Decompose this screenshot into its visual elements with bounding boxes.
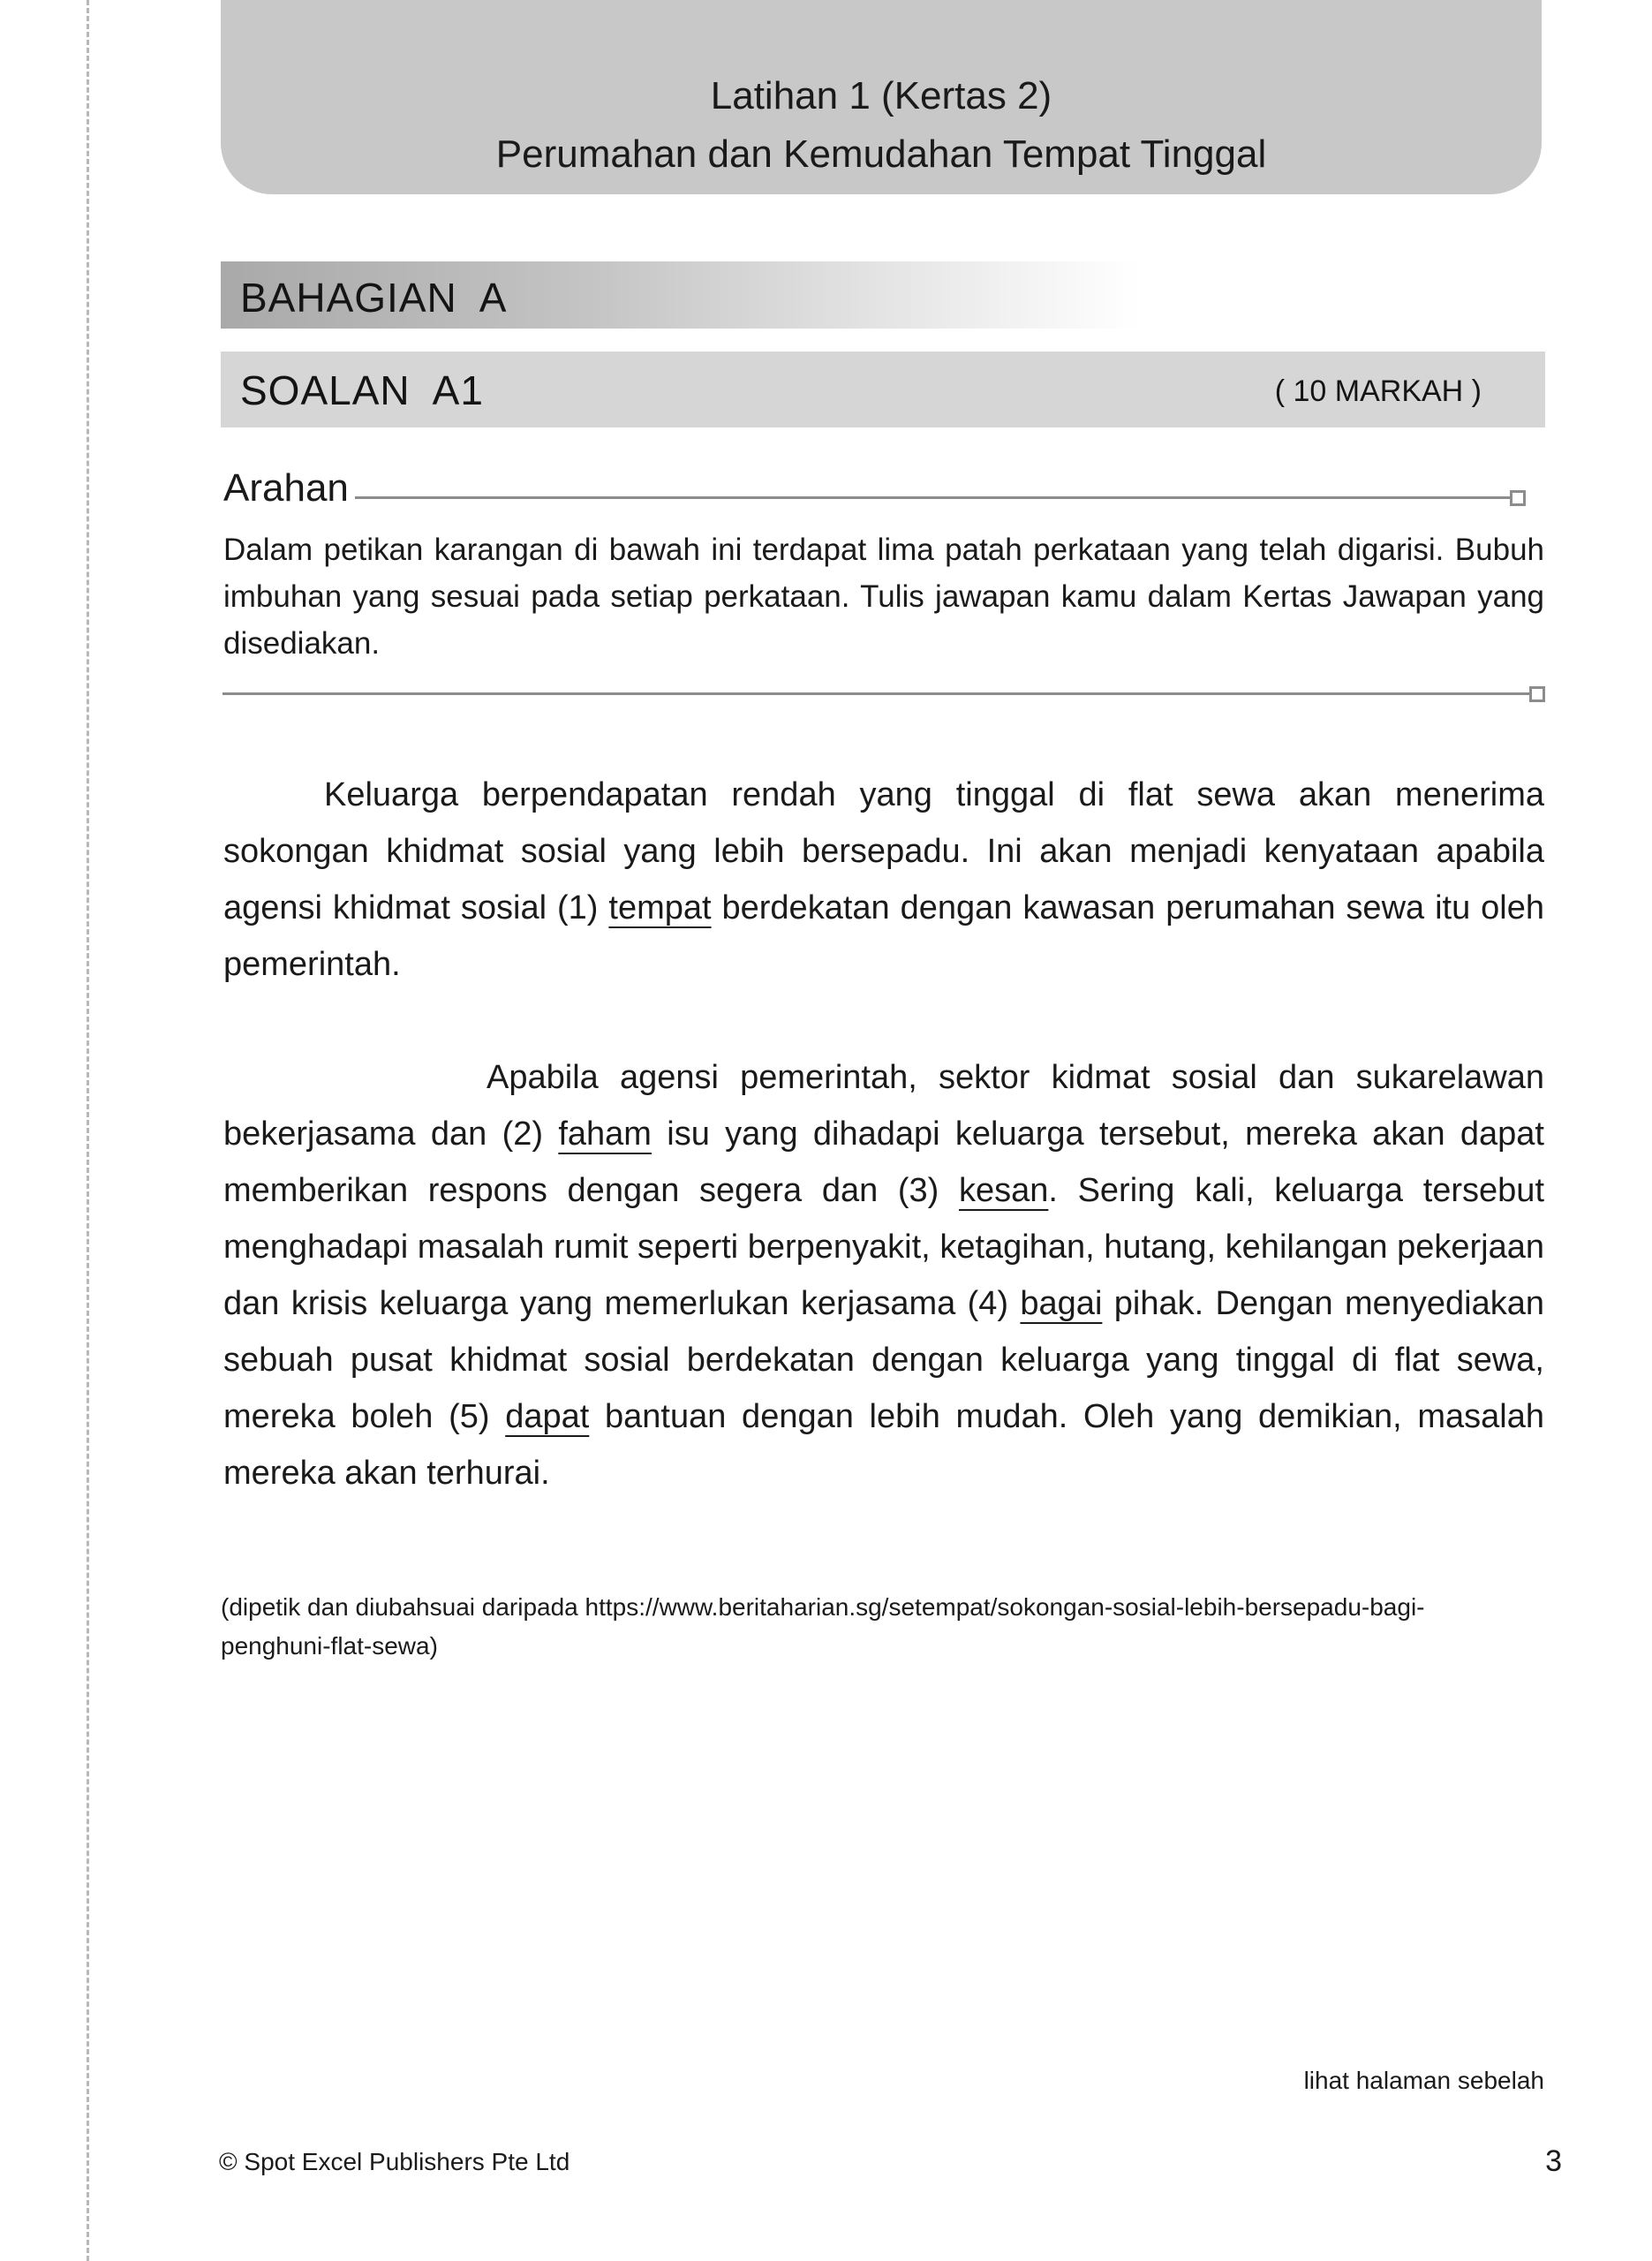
next-page-note: lihat halaman sebelah (1303, 2067, 1544, 2094)
instructions-top-rule (355, 496, 1510, 499)
source-line-1: (dipetik dan diubahsuai daripada https://www.beritaharian.sg/setempat/sokongan-sosial-lebih-bersepadu-bagi- (221, 1593, 1425, 1621)
worksheet-title: Latihan 1 (Kertas 2) (710, 74, 1052, 117)
passage-text: Apabila agensi pemerintah, sektor kidmat sosial dan sukarelawan bekerjasama dan (2) (223, 1059, 1544, 1153)
underlined-word-2: faham (558, 1115, 652, 1153)
copyright-notice: © Spot Excel Publishers Pte Ltd (219, 2148, 570, 2175)
source-line-2: penghuni-flat-sewa) (221, 1632, 438, 1660)
rule-end-square-icon (1510, 490, 1526, 506)
passage-paragraph-2 (223, 1049, 1544, 1501)
binding-margin-line (87, 0, 89, 2261)
section-label: BAHAGIAN A (240, 275, 508, 321)
passage-text: bantuan dengan lebih mudah. Oleh yang demikian, masalah mereka akan terhurai. (223, 1398, 1544, 1492)
question-band (221, 352, 1545, 427)
passage-paragraph-1 (223, 767, 1544, 993)
section-band (221, 261, 1139, 329)
passage-text: isu yang dihadapi keluarga tersebut, mereka akan dapat memberikan respons dengan segera dan (3) (223, 1115, 1544, 1209)
underlined-word-1: tempat (608, 889, 712, 926)
worksheet-header (221, 0, 1542, 194)
rule-end-square-icon (1529, 686, 1545, 702)
underlined-word-3: kesan (958, 1172, 1049, 1209)
page-number: 3 (1545, 2144, 1562, 2178)
instructions-bottom-rule (223, 692, 1529, 695)
instructions-text: Dalam petikan karangan di bawah ini terdapat lima patah perkataan yang telah digarisi. Bubuh imbuhan yang sesuai pada setiap perkataan. Tulis jawapan kamu dalam Kertas Jawapan yang disediakan. (223, 533, 1544, 661)
question-marks: ( 10 MARKAH ) (1274, 374, 1482, 408)
source-citation (221, 1588, 1457, 1666)
passage-text: berdekatan dengan kawasan perumahan sewa itu oleh pemerintah. (223, 889, 1545, 983)
underlined-word-5: dapat (505, 1398, 590, 1435)
passage-text: . Sering kali, keluarga tersebut menghadapi masalah rumit seperti berpenyakit, ketagihan, hutang, kehilangan pekerjaan dan krisis keluarga yang memerlukan kerjasama (4) (223, 1172, 1544, 1322)
underlined-word-4: bagai (1020, 1285, 1103, 1322)
instructions-title: Arahan (223, 466, 349, 510)
worksheet-subtitle: Perumahan dan Kemudahan Tempat Tinggal (495, 132, 1267, 176)
passage-text: Keluarga berpendapatan rendah yang tinggal di flat sewa akan menerima sokongan khidmat sosial yang lebih bersepadu. Ini akan menjadi kenyataan apabila agensi khidmat sosial (1) (223, 776, 1544, 926)
question-label: SOALAN A1 (240, 367, 484, 413)
passage-text: pihak. Dengan menyediakan sebuah pusat khidmat sosial berdekatan dengan keluarga yang tinggal di flat sewa, mereka boleh (5) (223, 1285, 1544, 1435)
